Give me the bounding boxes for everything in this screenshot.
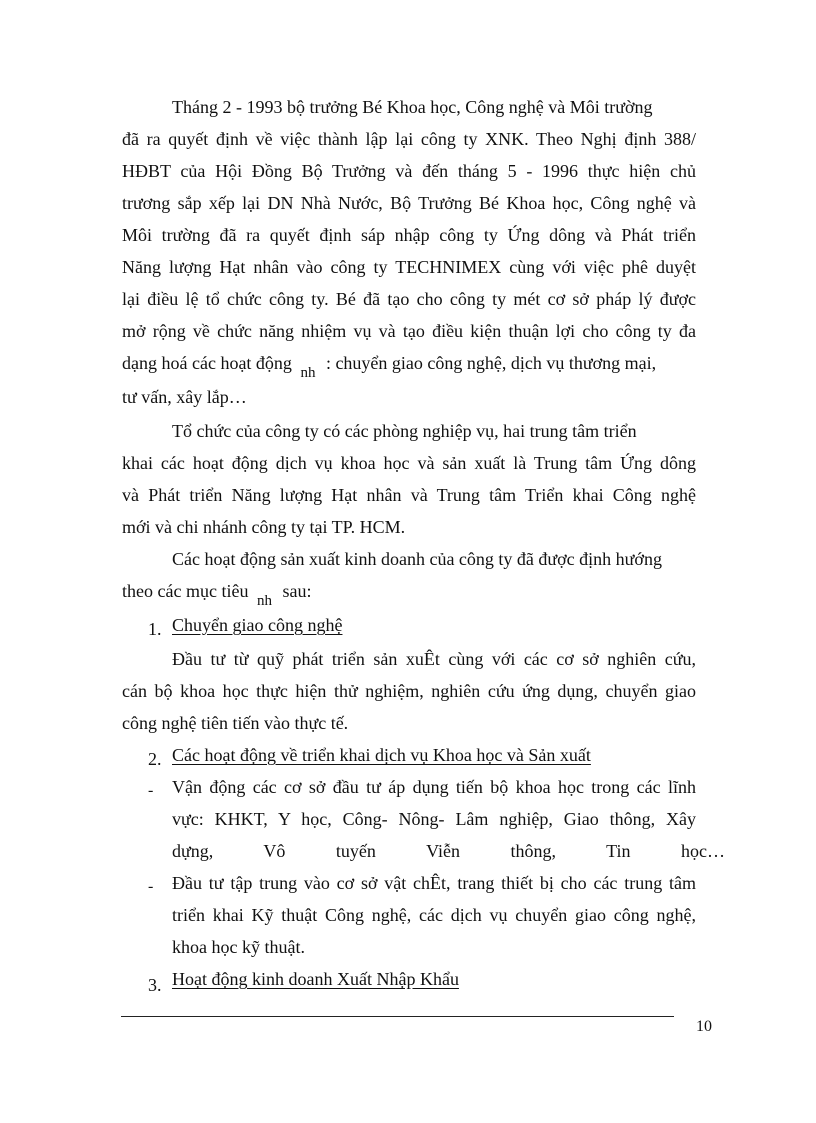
text-line: mới và chi nhánh công ty tại TP. HCM. — [122, 517, 406, 537]
text-line: Năng lượng Hạt nhân vào công ty TECHNIMEX cùng với việc phê duyệt — [122, 257, 696, 277]
bullet-dash: - — [148, 782, 154, 799]
section-number: 3. — [148, 975, 162, 995]
text-line: Tháng 2 - 1993 bộ trưởng Bé Khoa học, Công nghệ và Môi trường — [172, 97, 653, 117]
text-line: tư vấn, xây lắp… — [122, 387, 247, 407]
text-line: Tổ chức của công ty có các phòng nghiệp vụ, hai trung tâm triển — [172, 421, 637, 441]
text-line: dựng, Vô tuyến Viễn thông, Tin học… — [172, 841, 726, 861]
text-line: cán bộ khoa học thực hiện thử nghiệm, nghiên cứu ứng dụng, chuyển giao — [122, 681, 696, 701]
section-heading: Hoạt động kinh doanh Xuất Nhập Khẩu — [172, 969, 459, 989]
text-line: và Phát triển Năng lượng Hạt nhân và Trung tâm Triển khai Công nghệ — [122, 485, 696, 505]
text-line: triển khai Kỹ thuật Công nghệ, các dịch vụ chuyển giao công nghệ, — [172, 905, 696, 925]
text-segment: dạng hoá các hoạt động — [122, 353, 292, 373]
text-line: khoa học kỹ thuật. — [172, 937, 305, 957]
text-line: HĐBT của Hội Đồng Bộ Trưởng và đến tháng 5 - 1996 thực hiện chủ — [122, 161, 696, 181]
text-line: Môi trường đã ra quyết định sáp nhập công ty Ứng dông và Phát triển — [122, 225, 696, 245]
text-line: Các hoạt động sản xuất kinh doanh của công ty đã được định hướng — [172, 549, 662, 569]
text-line: Đầu tư từ quỹ phát triển sản xuÊt cùng với các cơ sở nghiên cứu, — [172, 649, 696, 669]
text-line: mở rộng về chức năng nhiệm vụ và tạo điều kiện thuận lợi cho công ty đa — [122, 321, 696, 341]
text-segment: sau: — [282, 581, 312, 601]
text-line: lại điều lệ tổ chức công ty. Bé đã tạo cho công ty mét cơ sở pháp lý được — [122, 289, 696, 309]
text-line: khai các hoạt động dịch vụ khoa học và sản xuất là Trung tâm Ứng dông — [122, 453, 696, 473]
section-heading: Chuyển giao công nghệ — [172, 615, 343, 635]
text-line: đã ra quyết định về việc thành lập lại công ty XNK. Theo Nghị định 388/ — [122, 129, 696, 149]
text-line: công nghệ tiên tiến vào thực tế. — [122, 713, 349, 733]
text-line: vực: KHKT, Y học, Công- Nông- Lâm nghiệp, Giao thông, Xây — [172, 809, 696, 829]
page-number: 10 — [696, 1018, 712, 1035]
subscript-fragment: nh — [300, 365, 316, 381]
text-line: Đầu tư tập trung vào cơ sở vật chÊt, trang thiết bị cho các trung tâm — [172, 873, 696, 893]
subscript-fragment: nh — [256, 593, 272, 609]
section-number: 1. — [148, 619, 162, 639]
section-number: 2. — [148, 749, 162, 769]
text-segment: : chuyển giao công nghệ, dịch vụ thương mại, — [325, 353, 657, 373]
text-line — [122, 352, 657, 381]
text-line — [122, 580, 312, 609]
text-segment: theo các mục tiêu — [122, 581, 249, 601]
section-heading: Các hoạt động về triển khai dịch vụ Khoa học và Sản xuất — [172, 745, 591, 765]
footer-divider — [121, 1016, 674, 1017]
text-line: Vận động các cơ sở đầu tư áp dụng tiến bộ khoa học trong các lĩnh — [172, 777, 696, 797]
text-line: trương sắp xếp lại DN Nhà Nước, Bộ Trưởng Bé Khoa học, Công nghệ và — [122, 193, 696, 213]
bullet-dash: - — [148, 878, 154, 895]
